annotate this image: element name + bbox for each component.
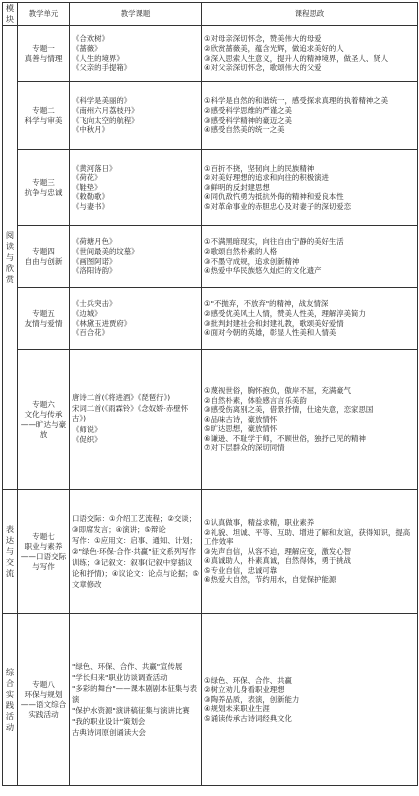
table-row — [3, 82, 418, 150]
goal-cell: ①百折不挠，坚韧向上的民族精神 ②对美好理想的追求和向往的积极演进 ③鲜明的反封建思想 ④同仇敌忾勇为抵抗外侮的精神和爱良本性 ⑤对革命事业的赤胆忠心及对妻子的深切爱恋 — [202, 150, 418, 226]
topic-cell: 口语交际：①介绍工艺流程；②交谈；③即席发言；④演讲；⑤辩论 写作：①应用文：启事、通知、计划；②"绿色·环保·合作·共赢"征文系列写作训练；③记叙文：叙事(记叙中穿插议论和抒情)；④议论文：论点与论据；⑤文章修改 — [70, 490, 202, 614]
unit-cell: 专题二 科学与审美 — [18, 82, 70, 150]
table-row — [3, 150, 418, 226]
topic-cell: 《士兵突击》 《边城》 《林黛玉进贾府》 《百合花》 — [70, 288, 202, 350]
unit-cell: 专题三 抗争与忠诚 — [18, 150, 70, 226]
unit-cell: 专题六 文化与传承——旷达与豪放 — [18, 350, 70, 490]
goal-cell: ①对母亲深切怀念，赞美伟大的母爱 ②欣赏蔷薇美，蕴含光辉，做追求美好的人 ③深入思索人生意义，提升人的精神境界，做圣人、贤人 ④对父亲深切怀念，歌颂伟大的父爱 — [202, 26, 418, 82]
table-row — [3, 26, 418, 82]
header-module: 模块 — [3, 3, 18, 26]
header-unit: 教学单元 — [18, 3, 70, 26]
goal-cell: ①蔑视世俗，胸怀抱负，傲岸不屈，充满豪气 ②自然朴素，体验感言言乐美韵 ③感受伤离别之美，借景抒情，仕途失意，恋家思国 ④品味古诗，豪放情怀 ⑤旷达思想，豪放情怀 ⑥谦逊、不耻学于师，不顾世俗，独抒己见的精神 ⑦对下层群众的深切同情 — [202, 350, 418, 490]
topic-cell: "绿色、环保、合作、共赢"宣传展 "学长归来"职业访谈调查活动 "多彩的舞台"——课本剧剧本征集与表演 "保护水资源"演讲稿征集与演讲比赛 "我的职业设计"策划会 古典诗词原创诵读大会 — [70, 614, 202, 786]
table-header-row — [3, 3, 418, 26]
module-cell-expression: 表达与交流 — [3, 490, 18, 614]
table-row — [3, 614, 418, 786]
course-table-container — [2, 2, 417, 792]
topic-cell: 《合欢树》 《蔷薇》 《人生的境界》 《父亲的手提箱》 — [70, 26, 202, 82]
header-topic: 教学课题 — [70, 3, 202, 26]
goal-cell: ①绿色、环保、合作、共赢 ②树立劝儿身看职业理想 ③陶养品质，表演，创新能力 ④规划未来职业生涯 ⑤诵读传承古诗词经典文化 — [202, 614, 418, 786]
topic-cell: 唐诗二首(《将进酒》《琵琶行》) 宋词二首(《雨霖铃》《念奴娇·赤壁怀古》) 《师说》 《促织》 — [70, 350, 202, 490]
table-row — [3, 288, 418, 350]
unit-cell: 专题一 真善与情理 — [18, 26, 70, 82]
module-cell-reading: 阅读与欣赏 — [3, 26, 18, 490]
goal-cell: ①"不抛弃，不放弃"的精神，战友情深 ②感受优美风土人情，赞美人性美，理解淳美简力 ③批判封建社会和封建礼教，歌颂美好爱情 ④面对今朝的英雄，彰显人性美和人情美 — [202, 288, 418, 350]
goal-cell: ①科学是自然的和谐统一，感受探求真理的执着精神之美 ②感受科学思维的严谨之美 ③感受科学精神的豪迈之美 ④感受自然美的统一之美 — [202, 82, 418, 150]
table-row — [3, 490, 418, 614]
unit-cell: 专题八 环保与规划——语文综合实践活动 — [18, 614, 70, 786]
topic-cell: 《黄河落日》 《荷花》 《鞋垫》 《敕勒歌》 《与妻书》 — [70, 150, 202, 226]
topic-cell: 《荷塘月色》 《世间最美的坟墓》 《画图阿诺》 《洛阳诗韵》 — [70, 226, 202, 288]
header-goal: 课程思政 — [202, 3, 418, 26]
course-ideology-table — [2, 2, 418, 786]
goal-cell: ①不满黑暗现实，向往自由宁静的美好生活 ②歌颂自然朴素的人格 ③不墨守成规，追求创新精神 ④热爱中华民族悠久灿烂的文化遗产 — [202, 226, 418, 288]
unit-cell: 专题四 自由与创新 — [18, 226, 70, 288]
table-row — [3, 350, 418, 490]
topic-cell: 《科学是美丽的》 《南州六月荔枝丹》 《飞向太空的航程》 《中秋月》 — [70, 82, 202, 150]
unit-cell: 专题五 友情与爱情 — [18, 288, 70, 350]
goal-cell: ①认真做事，精益求精，职业素养 ②礼貌、坦诚、平等、互助、增进了解和友谊，获得知识，提高工作效率 ③先声自信，从容不迫，理解应变，激发心智 ④真诚助人，朴素真诚，自然得体，勇于挑战 ⑤专业自信，忠诚可靠 ⑥热爱大自然，节约用水，自觉保护能源 — [202, 490, 418, 614]
table-row — [3, 226, 418, 288]
unit-cell: 专题七 职业与素养——口语交际与写作 — [18, 490, 70, 614]
module-cell-practice: 综合实践活动 — [3, 614, 18, 786]
